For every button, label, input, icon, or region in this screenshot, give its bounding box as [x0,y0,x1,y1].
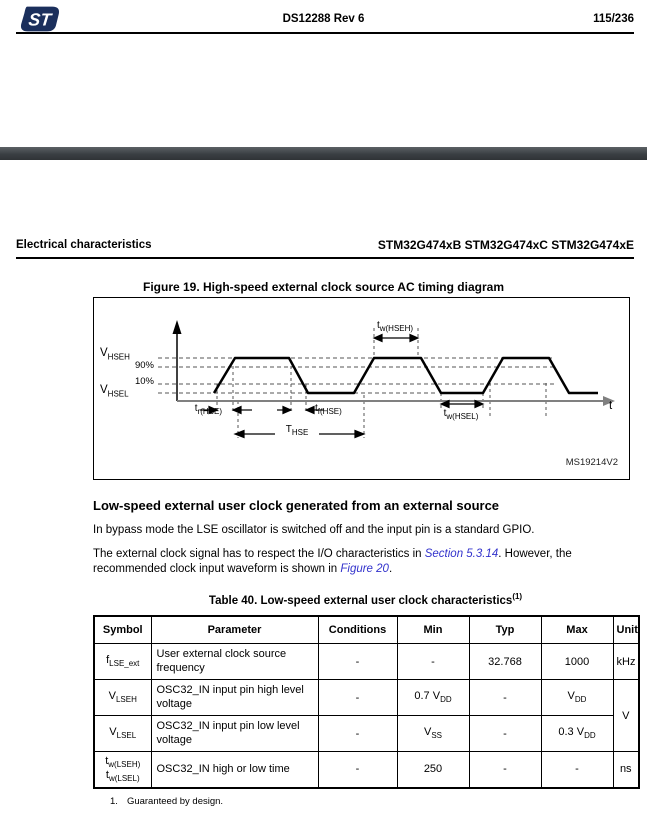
table-caption: Table 40. Low-speed external user clock characteristics$^{(1)}$ [208,592,523,607]
table-cell: - [469,752,541,788]
vhsel-label: $V_{HSEL}$ [100,384,129,399]
table-cell: User external clock source frequency [151,644,318,680]
table-column-header: Parameter [151,616,318,644]
section-divider-bar [0,147,647,160]
section-rule [16,257,634,259]
table-cell: OSC32_IN high or low time [151,752,318,788]
time-axis [177,396,615,406]
table-cell: - [541,752,613,788]
table-body [94,644,639,788]
st-logo-glyph: ST [27,9,53,30]
cross-reference-link[interactable]: Figure 20 [340,563,389,575]
header-rule [16,32,634,34]
paragraph-text: The external clock signal has to respect the I/O characteristics in [93,548,425,560]
para-1: In bypass mode the LSE oscillator is switched off and the input pin is a standard GPIO. [93,524,535,536]
table-cell: - [318,752,397,788]
subsection-heading: Low-speed external user clock generated from an external source [93,498,500,513]
paragraph-text: . However, the recommended clock input waveform is shown in [93,548,572,575]
table-column-header: Unit [613,616,639,644]
table-cell: kHz [613,644,639,680]
paragraph-text: . [388,563,393,575]
voltage-axis [173,320,182,401]
clock-waveform [214,358,598,393]
table-cell: - [318,716,397,752]
ninety-percent-label: 90% [134,360,154,371]
timing-diagram-figure [93,297,630,480]
table-column-header: Min [397,616,469,644]
para-2 [93,547,641,577]
table-cell: 32.768 [469,644,541,680]
table-cell: $f_{LSE\_ext}$ [94,644,151,680]
t-hse-label: $T_{HSE}$ [275,424,319,437]
table-cell: OSC32_IN input pin high level voltage [151,680,318,716]
footnote-text: Guaranteed by design. [126,796,224,807]
table-cell: $V_{LSEH}$ [94,680,151,716]
ten-percent-label: 10% [134,376,154,387]
tf-hse-label: $t_{f(HSE)}$ [315,403,342,416]
table-row [94,716,639,752]
table-cell: - [469,716,541,752]
cross-reference-link[interactable]: Section 5.3.14 [424,548,499,560]
table-footnote [110,796,223,807]
document-reference: DS12288 Rev 6 [282,13,365,25]
tw-hsel-label: $t_{w(HSEL)}$ [443,408,479,421]
table-cell: 0.3 $V_{DD}$ [541,716,613,752]
table-cell: $V_{SS}$ [397,716,469,752]
tr-hse-label: $t_{r(HSE)}$ [194,403,222,416]
page-number: 115/236 [593,13,634,25]
table-cell: ns [613,752,639,788]
table-cell: - [318,680,397,716]
table-column-header: Symbol [94,616,151,644]
table-cell: $V_{LSEL}$ [94,716,151,752]
table-cell: - [397,644,469,680]
table-column-header: Typ [469,616,541,644]
edge-dashed-lines [217,328,546,438]
chapter-title: Electrical characteristics [16,239,152,251]
table-cell: 1000 [541,644,613,680]
time-axis-label: t [609,400,613,412]
table-column-header: Max [541,616,613,644]
table-cell: - [318,644,397,680]
table-header-row [94,616,639,644]
table-cell: $t_{w(LSEH)}$ $t_{w(LSEL)}$ [94,752,151,788]
table-cell: - [469,680,541,716]
footnote-number: 1. [110,796,118,807]
tw-hseh-label: $t_{w(HSEH)}$ [376,320,414,333]
table-row [94,752,639,788]
table-cell: $V_{DD}$ [541,680,613,716]
timing-diagram-graphics [94,298,628,478]
table-row [94,644,639,680]
table-cell: 250 [397,752,469,788]
figure-caption: Figure 19. High-speed external clock source AC timing diagram [143,280,504,294]
measure-arrows [200,335,483,438]
figure-watermark: MS19214V2 [565,457,618,468]
table-cell: V [613,680,639,752]
vhseh-label: $V_{HSEH}$ [100,347,130,362]
table-row [94,680,639,716]
table-cell: 0.7 $V_{DD}$ [397,680,469,716]
table-column-header: Conditions [318,616,397,644]
characteristics-table [93,615,640,789]
part-numbers-title: STM32G474xB STM32G474xC STM32G474xE [377,238,634,252]
table-cell: OSC32_IN input pin low level voltage [151,716,318,752]
